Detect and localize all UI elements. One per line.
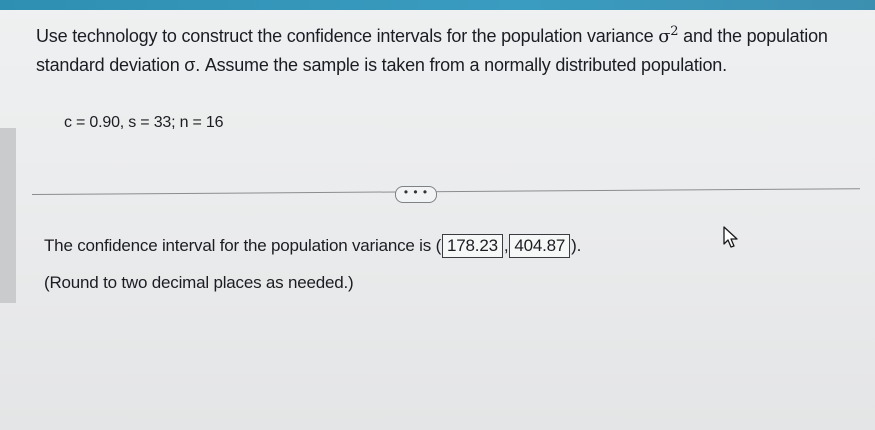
sigma-exponent: 2 — [670, 24, 679, 39]
variance-symbol — [658, 26, 678, 47]
answer-line — [44, 233, 581, 259]
question-text-part-1: Use technology to construct the confidence intervals for the population variance — [36, 26, 659, 46]
expand-more-button[interactable]: • • • — [395, 186, 437, 203]
answer-suffix: ). — [571, 236, 582, 255]
mouse-pointer-icon — [722, 226, 742, 250]
left-scroll-rail[interactable] — [0, 128, 16, 303]
lower-bound-input[interactable]: 178.23 — [442, 234, 503, 258]
upper-bound-input[interactable]: 404.87 — [509, 234, 570, 258]
question-text — [36, 22, 856, 79]
answer-prefix: The confidence interval for the population variance is ( — [44, 236, 442, 255]
given-values: c = 0.90, s = 33; n = 16 — [64, 114, 224, 131]
top-bar — [0, 0, 875, 10]
answer-separator: , — [503, 236, 509, 255]
question-text-part-2: and the population standard deviation σ. Assume the sample is taken from a normally distributed population. — [36, 26, 828, 75]
rounding-hint: (Round to two decimal places as needed.) — [44, 273, 354, 292]
section-divider — [32, 188, 860, 195]
sigma-symbol: σ — [658, 26, 671, 47]
